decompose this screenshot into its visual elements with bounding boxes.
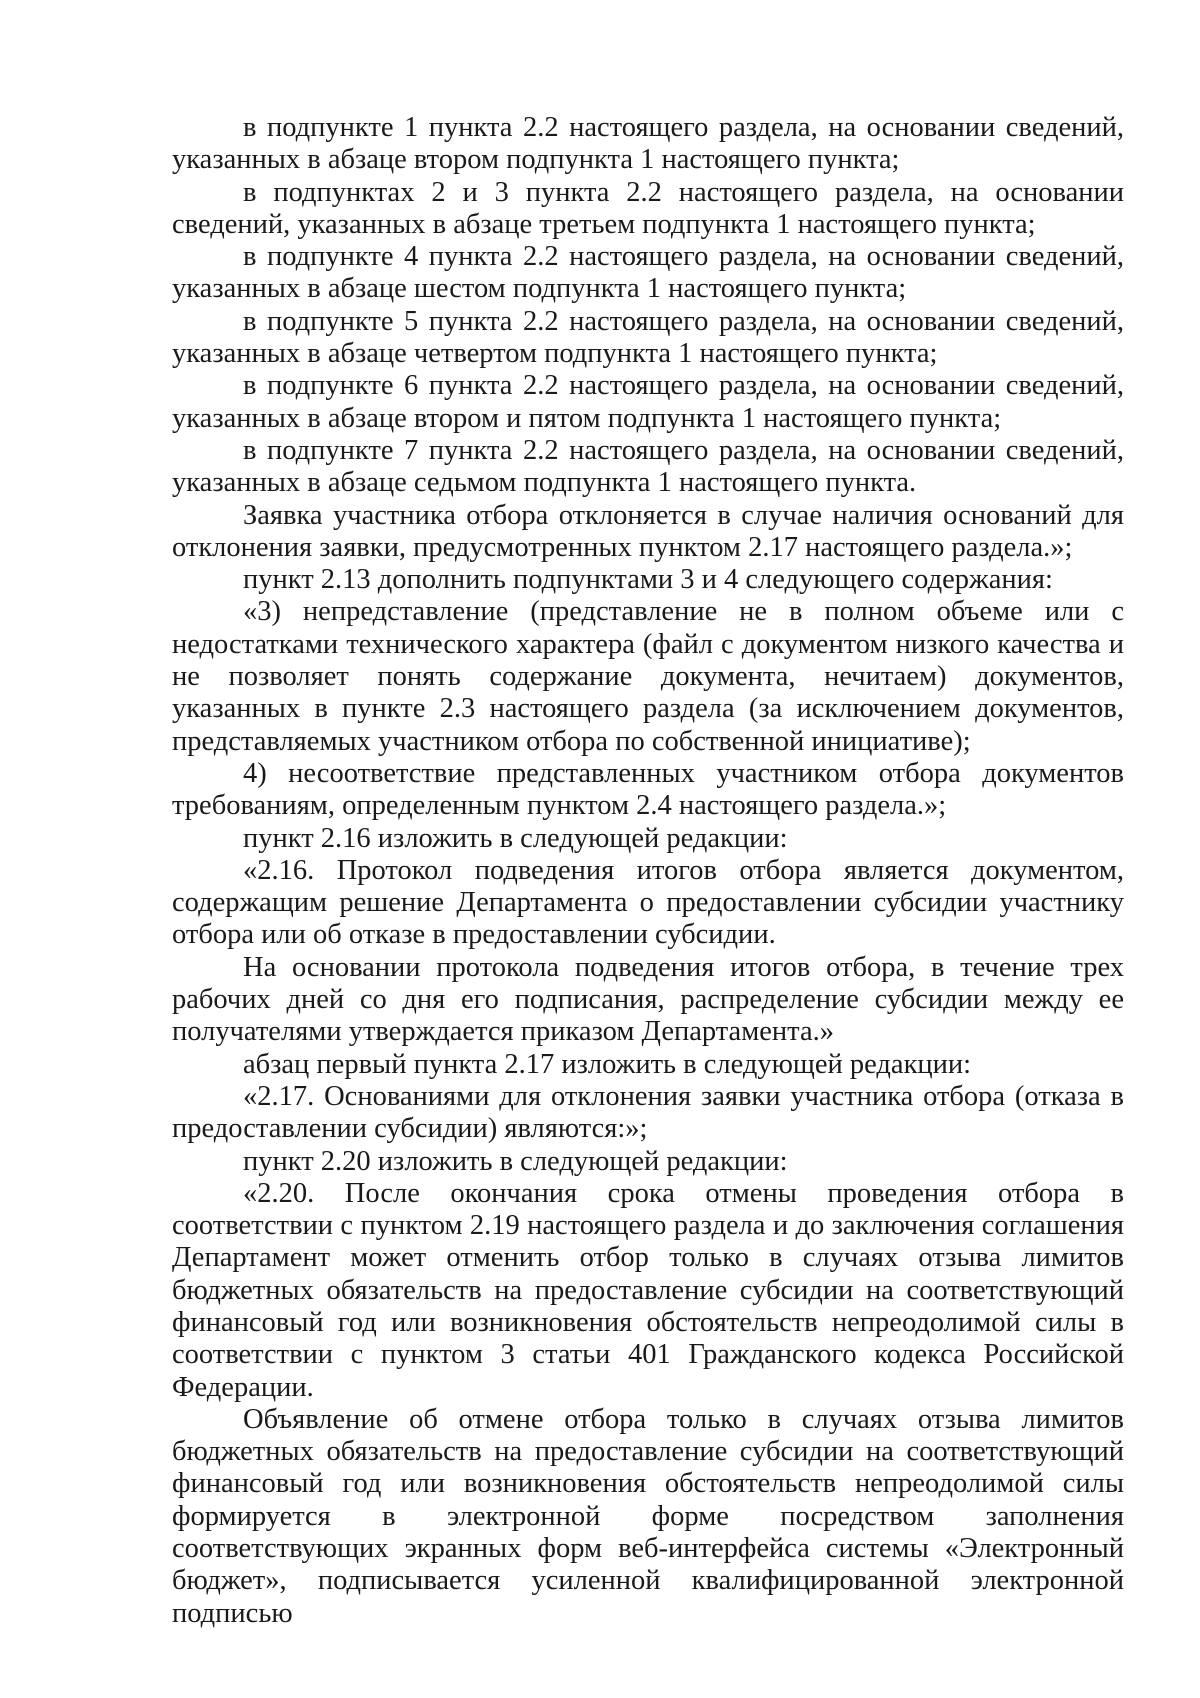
paragraph-item-subpoint-5: в подпункте 5 пункта 2.2 настоящего раздела, на основании сведений, указанных в абзаце четвертом подпункта 1 настоящего пункта;: [172, 305, 1124, 370]
paragraph-2-16-text: «2.16. Протокол подведения итогов отбора является документом, содержащим решение Департамента о предоставлении субсидии участнику отбора или об отказе в предоставлении субсидии.: [172, 854, 1124, 951]
paragraph-item-subpoints-2-3: в подпунктах 2 и 3 пункта 2.2 настоящего раздела, на основании сведений, указанных в абзаце третьем подпункта 1 настоящего пункта;: [172, 176, 1124, 240]
paragraph-application-rejection: Заявка участника отбора отклоняется в случае наличия оснований для отклонения заявки, предусмотренных пунктом 2.17 настоящего раздела.»;: [172, 499, 1124, 563]
paragraph-2-20-text: «2.20. После окончания срока отмены проведения отбора в соответствии с пунктом 2.19 настоящего раздела и до заключения соглашения Департамент может отменить отбор только в случаях отзыва лимитов бюджетных обязательств на предоставление субсидии на соответствующий финансовый год или возникновения обстоятельств непреодолимой силы в соответствии с пунктом 3 статьи 401 Гражданского кодекса Российской Федерации.: [172, 1177, 1124, 1403]
paragraph-amend-2-20: пункт 2.20 изложить в следующей редакции:: [243, 1145, 788, 1177]
paragraph-amend-2-16: пункт 2.16 изложить в следующей редакции:: [243, 822, 788, 854]
paragraph-2-17-text: «2.17. Основаниями для отклонения заявки участника отбора (отказа в предоставлении субсидии) являются:»;: [172, 1080, 1124, 1145]
paragraph-subpoint-4-text: 4) несоответствие представленных участником отбора документов требованиям, определенным пунктом 2.4 настоящего раздела.»;: [172, 757, 1124, 822]
paragraph-subpoint-3-text: «3) непредставление (представление не в полном объеме или с недостатками технического характера (файл с документом низкого качества и не позволяет понять содержание документа, нечитаем) документов, указанных в пункте 2.3 настоящего раздела (за исключением документов, представляемых участником отбора по собственной инициативе);: [172, 596, 1124, 757]
paragraph-amend-2-17: абзац первый пункта 2.17 изложить в следующей редакции:: [243, 1048, 972, 1080]
paragraph-2-16-distribution: На основании протокола подведения итогов отбора, в течение трех рабочих дней со дня его подписания, распределение субсидии между ее получателями утверждается приказом Департамента.»: [172, 951, 1124, 1048]
paragraph-cancellation-notice: Объявление об отмене отбора только в случаях отзыва лимитов бюджетных обязательств на предоставление субсидии на соответствующий финансовый год или возникновения обстоятельств непреодолимой силы формируется в электронной форме посредством заполнения соответствующих экранных форм веб-интерфейса системы «Электронный бюджет», подписывается усиленной квалифицированной электронной подписью: [172, 1403, 1124, 1629]
paragraph-amend-2-13: пункт 2.13 дополнить подпунктами 3 и 4 следующего содержания:: [243, 564, 1053, 596]
paragraph-item-subpoint-1: в подпункте 1 пункта 2.2 настоящего раздела, на основании сведений, указанных в абзаце втором подпункта 1 настоящего пункта;: [172, 112, 1124, 176]
paragraph-item-subpoint-7: в подпункте 7 пункта 2.2 настоящего раздела, на основании сведений, указанных в абзаце седьмом подпункта 1 настоящего пункта.: [172, 434, 1124, 499]
paragraph-item-subpoint-6: в подпункте 6 пункта 2.2 настоящего раздела, на основании сведений, указанных в абзаце втором и пятом подпункта 1 настоящего пункта;: [172, 370, 1124, 434]
paragraph-item-subpoint-4: в подпункте 4 пункта 2.2 настоящего раздела, на основании сведений, указанных в абзаце шестом подпункта 1 настоящего пункта;: [172, 241, 1124, 305]
document-page: [172, 112, 1124, 1630]
